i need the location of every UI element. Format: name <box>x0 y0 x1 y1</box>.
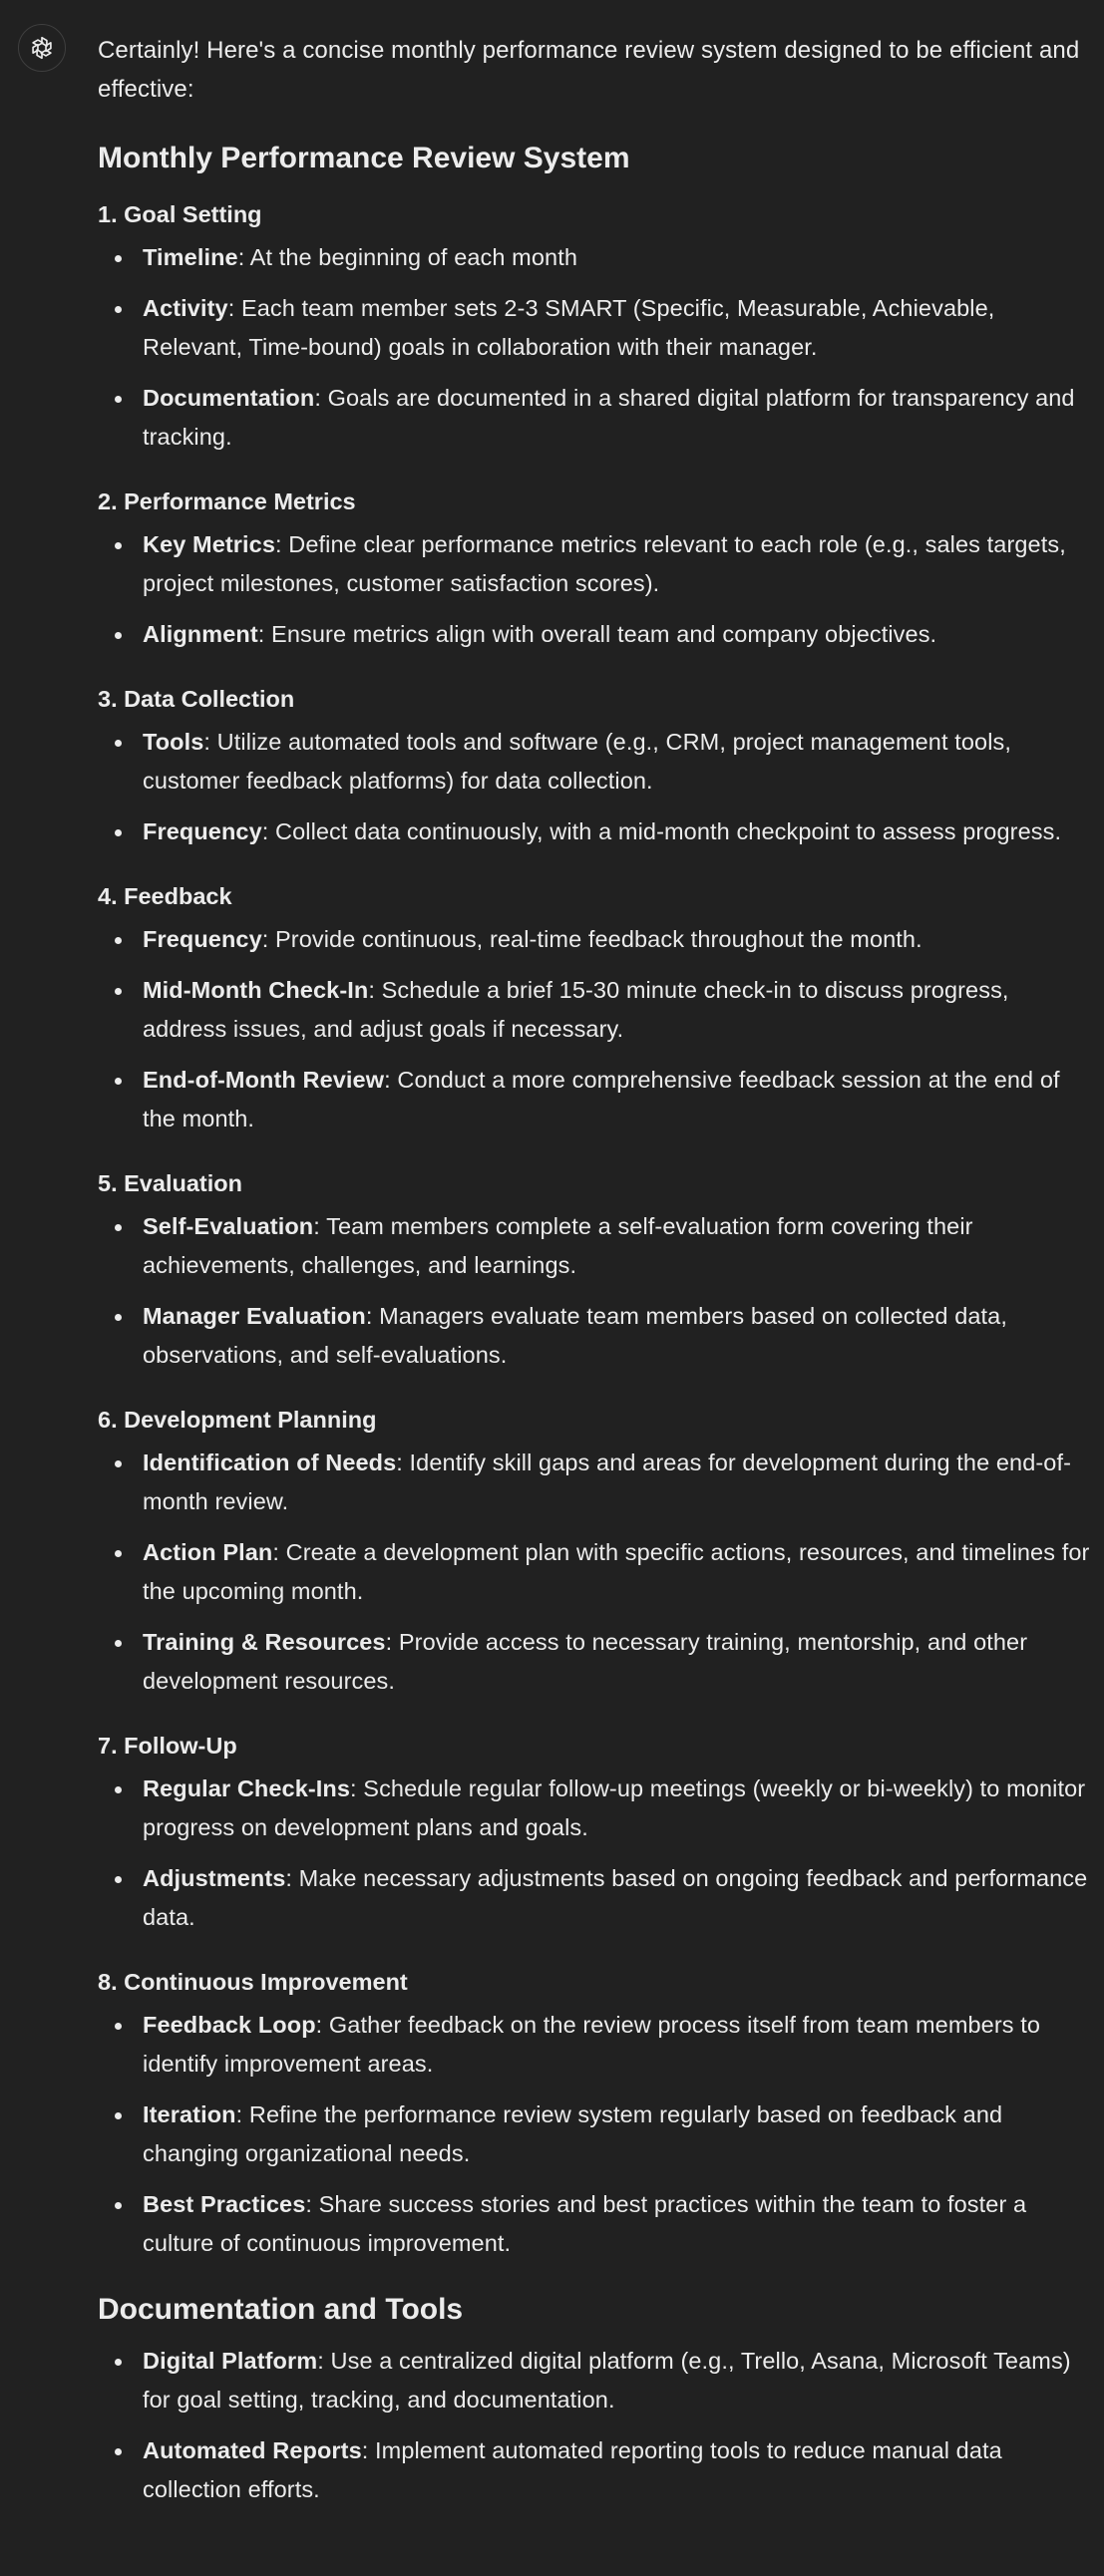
bullet-icon <box>115 1876 122 1883</box>
bullet-icon <box>115 1078 122 1085</box>
bullet-icon <box>115 1786 122 1793</box>
tools-list <box>98 2342 1095 2509</box>
item-term: Feedback Loop <box>143 2012 316 2038</box>
section-list <box>98 525 1095 654</box>
list-item <box>98 812 1095 851</box>
list-item <box>98 2095 1095 2173</box>
list-item <box>98 723 1095 801</box>
item-text: : Use a centralized digital platform (e.g., Trello, Asana, Microsoft Teams) for goal setting, tracking, and documentation. <box>143 2348 1071 2413</box>
item-text: : Identify skill gaps and areas for development during the end-of-month review. <box>143 1449 1072 1514</box>
item-text: : Create a development plan with specific actions, resources, and timelines for the upcoming month. <box>143 1539 1090 1604</box>
bullet-icon <box>115 632 122 639</box>
bullet-icon <box>115 306 122 313</box>
item-term: Activity <box>143 295 228 321</box>
list-item <box>98 1444 1095 1521</box>
list-item <box>98 1533 1095 1611</box>
bullet-icon <box>115 396 122 403</box>
item-text: : Share success stories and best practices within the team to foster a culture of continuous improvement. <box>143 2191 1027 2256</box>
item-term: Digital Platform <box>143 2348 318 2374</box>
item-term: Iteration <box>143 2101 236 2127</box>
section-heading: 4. Feedback <box>98 883 232 909</box>
bullet-icon <box>115 829 122 836</box>
section-heading: 2. Performance Metrics <box>98 488 356 514</box>
section-heading: 3. Data Collection <box>98 686 295 712</box>
item-term: Key Metrics <box>143 531 276 557</box>
assistant-avatar <box>18 24 66 72</box>
item-text: : Implement automated reporting tools to reduce manual data collection efforts. <box>143 2437 1002 2502</box>
list-item <box>98 2185 1095 2263</box>
item-term: Self-Evaluation <box>143 1213 314 1239</box>
tools-title: Documentation and Tools <box>98 2293 464 2326</box>
list-item <box>98 615 1095 654</box>
item-text: : Schedule regular follow-up meetings (weekly or bi-weekly) to monitor progress on development plans and goals. <box>143 1775 1086 1840</box>
item-term: Automated Reports <box>143 2437 362 2463</box>
item-text: : Provide continuous, real-time feedback throughout the month. <box>261 926 922 952</box>
list-item <box>98 2006 1095 2084</box>
section-list <box>98 1207 1095 1375</box>
item-text: : Team members complete a self-evaluation form covering their achievements, challenges, and learnings. <box>143 1213 973 1278</box>
sections-container <box>98 196 1095 2263</box>
item-text: : Goals are documented in a shared digital platform for transparency and tracking. <box>143 385 1075 450</box>
bullet-icon <box>115 1224 122 1231</box>
item-text: : Conduct a more comprehensive feedback session at the end of the month. <box>143 1067 1060 1131</box>
item-term: Tools <box>143 729 204 755</box>
bullet-icon <box>115 542 122 549</box>
section-heading: 5. Evaluation <box>98 1170 242 1196</box>
item-text: : Utilize automated tools and software (e.g., CRM, project management tools, customer feedback platforms) for data collection. <box>143 729 1012 794</box>
item-term: Adjustments <box>143 1865 286 1891</box>
bullet-icon <box>115 2112 122 2119</box>
assistant-message <box>98 31 1095 2536</box>
item-term: Regular Check-Ins <box>143 1775 351 1801</box>
section-list <box>98 2006 1095 2263</box>
list-item <box>98 1623 1095 1701</box>
item-text: : Schedule a brief 15-30 minute check-in to discuss progress, address issues, and adjust goals if necessary. <box>143 977 1009 1042</box>
page-title: Monthly Performance Review System <box>98 142 630 174</box>
bullet-icon <box>115 2202 122 2209</box>
intro-text: Certainly! Here's a concise monthly performance review system designed to be efficient and effective: <box>98 37 1080 103</box>
item-text: : Refine the performance review system regularly based on feedback and changing organizational needs. <box>143 2101 1003 2166</box>
bullet-icon <box>115 1314 122 1321</box>
item-text: : Provide access to necessary training, mentorship, and other development resources. <box>143 1629 1028 1694</box>
bullet-icon <box>115 2448 122 2455</box>
item-term: Frequency <box>143 926 262 952</box>
list-item <box>98 1297 1095 1375</box>
section-heading: 6. Development Planning <box>98 1407 377 1433</box>
list-item <box>98 1061 1095 1138</box>
list-item <box>98 1859 1095 1937</box>
item-term: Frequency <box>143 818 262 844</box>
item-term: Mid-Month Check-In <box>143 977 369 1003</box>
item-term: Alignment <box>143 621 258 647</box>
section-list <box>98 1770 1095 1937</box>
item-text: : Make necessary adjustments based on ongoing feedback and performance data. <box>143 1865 1088 1930</box>
item-term: Manager Evaluation <box>143 1303 366 1329</box>
bullet-icon <box>115 255 122 262</box>
section-list <box>98 723 1095 851</box>
list-item <box>98 379 1095 457</box>
item-term: Best Practices <box>143 2191 306 2217</box>
item-term: Timeline <box>143 244 238 270</box>
section-list <box>98 1444 1095 1701</box>
item-text: : Managers evaluate team members based on collected data, observations, and self-evaluations. <box>143 1303 1007 1368</box>
item-term: Training & Resources <box>143 1629 386 1655</box>
bullet-icon <box>115 988 122 995</box>
item-text: : Gather feedback on the review process itself from team members to identify improvement areas. <box>143 2012 1041 2077</box>
section-heading: 7. Follow-Up <box>98 1733 237 1759</box>
item-text: : Each team member sets 2-3 SMART (Specific, Measurable, Achievable, Relevant, Time-bound) goals in collaboration with their manager. <box>143 295 995 360</box>
list-item <box>98 920 1095 959</box>
item-term: Documentation <box>143 385 315 411</box>
bullet-icon <box>115 740 122 747</box>
bullet-icon <box>115 1550 122 1557</box>
bullet-icon <box>115 1460 122 1467</box>
list-item <box>98 1207 1095 1285</box>
section-list <box>98 920 1095 1138</box>
item-text: : Ensure metrics align with overall team and company objectives. <box>257 621 937 647</box>
item-text: : Collect data continuously, with a mid-month checkpoint to assess progress. <box>261 818 1062 844</box>
list-item <box>98 2431 1095 2509</box>
section-heading: 8. Continuous Improvement <box>98 1969 408 1995</box>
list-item <box>98 525 1095 603</box>
list-item <box>98 1770 1095 1847</box>
section-list <box>98 238 1095 457</box>
openai-logo-icon <box>28 34 56 62</box>
list-item <box>98 289 1095 367</box>
bullet-icon <box>115 937 122 944</box>
item-term: End-of-Month Review <box>143 1067 385 1093</box>
section-heading: 1. Goal Setting <box>98 201 262 227</box>
list-item <box>98 2342 1095 2419</box>
list-item <box>98 971 1095 1049</box>
bullet-icon <box>115 2023 122 2030</box>
list-item <box>98 238 1095 277</box>
item-term: Identification of Needs <box>143 1449 397 1475</box>
item-term: Action Plan <box>143 1539 273 1565</box>
item-text: : Define clear performance metrics relevant to each role (e.g., sales targets, project milestones, customer satisfaction scores). <box>143 531 1066 596</box>
bullet-icon <box>115 1640 122 1647</box>
item-text: : At the beginning of each month <box>237 244 577 270</box>
bullet-icon <box>115 2359 122 2366</box>
